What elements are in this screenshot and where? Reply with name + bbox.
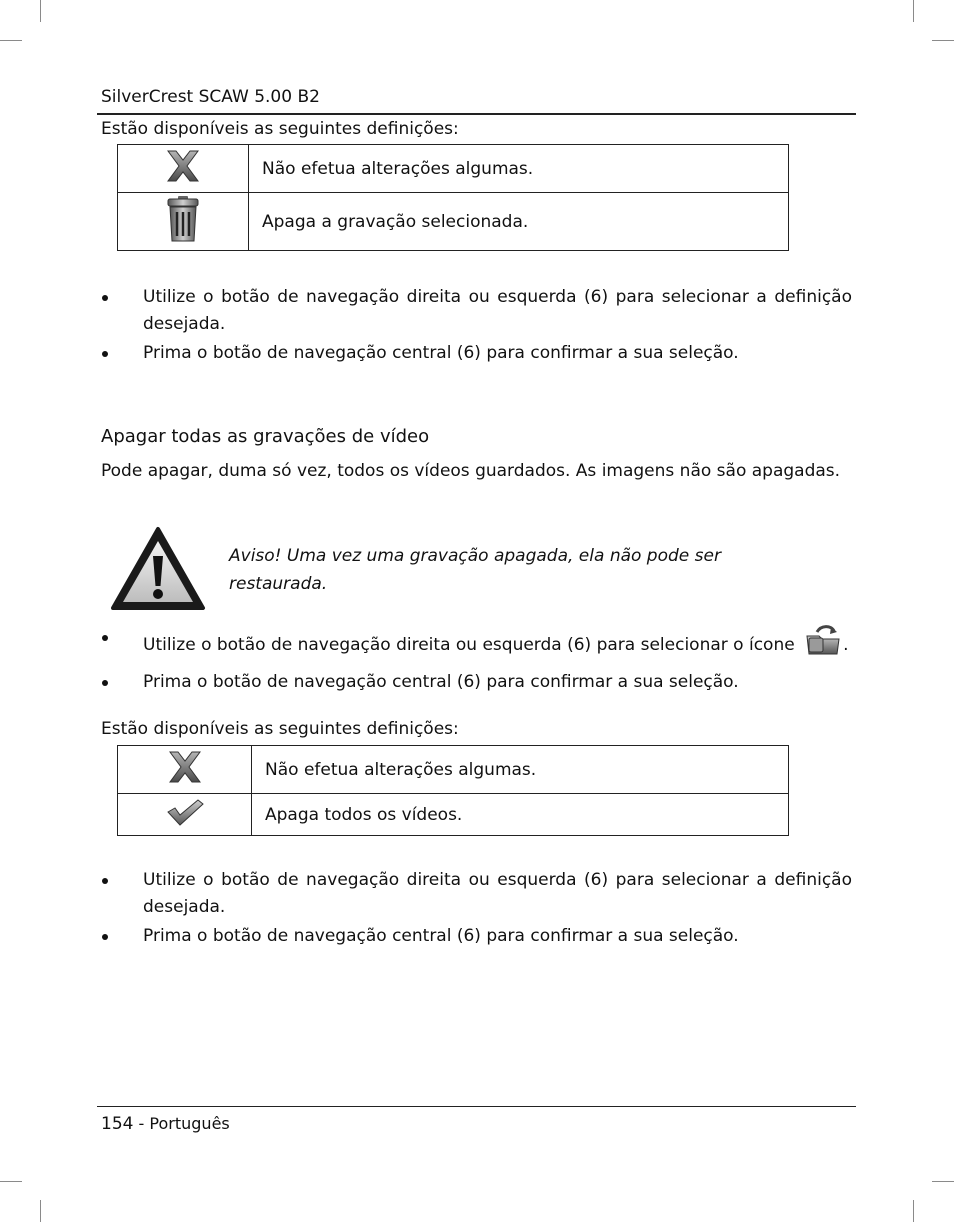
options-table xyxy=(117,144,789,251)
header-title: SilverCrest SCAW 5.00 B2 xyxy=(101,87,320,107)
crop-mark xyxy=(913,0,914,22)
crop-mark xyxy=(40,1200,41,1222)
warning-text: Aviso! Uma vez uma gravação apagada, ela não pode ser restaurada. xyxy=(229,546,721,594)
instruction-list xyxy=(101,867,852,950)
crop-mark xyxy=(932,1181,954,1182)
list-item: Prima o botão de navegação central (6) para confirmar a sua seleção. xyxy=(101,340,852,367)
footer-rule xyxy=(97,1106,856,1107)
list-item-end: . xyxy=(843,635,849,655)
crop-mark xyxy=(913,1200,914,1222)
page-footer xyxy=(101,1114,230,1134)
cross-icon xyxy=(163,148,203,184)
crop-mark xyxy=(0,40,22,41)
instruction-list xyxy=(101,284,852,367)
section-title: Apagar todas as gravações de vídeo xyxy=(101,426,430,447)
crop-mark xyxy=(40,0,41,22)
list-item: Prima o botão de navegação central (6) para confirmar a sua seleção. xyxy=(101,669,852,696)
option-text: Não efetua alterações algumas. xyxy=(249,145,789,193)
list-item-text: Utilize o botão de navegação direita ou esquerda (6) para selecionar o ícone xyxy=(143,635,795,655)
option-icon-cell xyxy=(118,145,249,193)
crop-mark xyxy=(0,1181,22,1182)
option-icon-cell xyxy=(118,794,252,836)
list-item: Utilize o botão de navegação direita ou esquerda (6) para selecionar a definição desejada. xyxy=(101,284,852,338)
option-text: Não efetua alterações algumas. xyxy=(252,746,789,794)
checkmark-icon xyxy=(165,797,205,827)
option-text: Apaga a gravação selecionada. xyxy=(249,193,789,251)
option-icon-cell xyxy=(118,746,252,794)
footer-language: Português xyxy=(149,1114,230,1133)
option-text: Apaga todos os vídeos. xyxy=(252,794,789,836)
definitions-intro: Estão disponíveis as seguintes definições: xyxy=(101,119,459,139)
footer-separator: - xyxy=(133,1114,150,1133)
section-paragraph: Pode apagar, duma só vez, todos os vídeos guardados. As imagens não são apagadas. xyxy=(101,461,841,481)
cross-icon xyxy=(165,749,205,785)
list-item: Utilize o botão de navegação direita ou esquerda (6) para selecionar a definição desejada. xyxy=(101,867,852,921)
definitions-intro: Estão disponíveis as seguintes definições: xyxy=(101,719,459,739)
option-icon-cell xyxy=(118,193,249,251)
options-table xyxy=(117,745,789,836)
list-item: Prima o botão de navegação central (6) para confirmar a sua seleção. xyxy=(101,923,852,950)
page-number: 154 xyxy=(101,1114,134,1134)
instruction-list xyxy=(101,624,852,696)
table-row xyxy=(118,746,789,794)
delete-all-folder-icon xyxy=(803,624,843,665)
crop-mark xyxy=(932,40,954,41)
table-row xyxy=(118,193,789,251)
table-row xyxy=(118,145,789,193)
trash-icon xyxy=(165,194,201,244)
table-row xyxy=(118,794,789,836)
list-item xyxy=(101,624,852,665)
warning-triangle-icon xyxy=(110,526,206,617)
header-rule xyxy=(97,113,856,115)
